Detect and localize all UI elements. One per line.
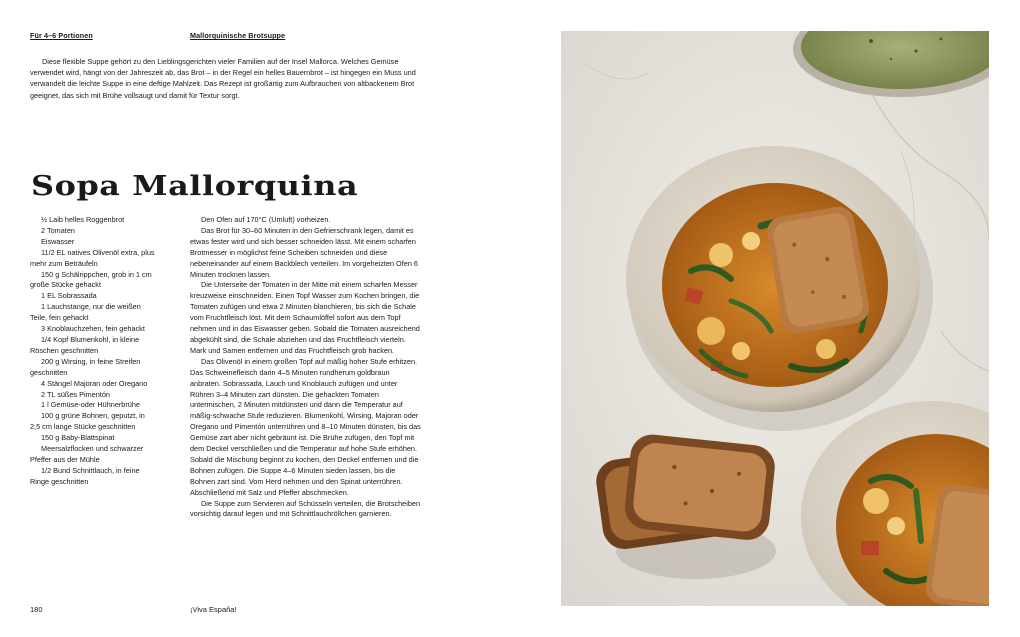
footer-book-title: ¡Viva España! bbox=[190, 605, 237, 614]
recipe-title: Sopa Mallorquina bbox=[31, 171, 359, 202]
ingredient-item: 150 g Baby-Blattspinat bbox=[41, 433, 115, 443]
ingredient-item: 1/2 Bund Schnittlauch, in feine Ringe geschnitten bbox=[30, 465, 140, 486]
ingredient-item: 1 EL Sobrassada bbox=[41, 291, 97, 301]
ingredient-item: 3 Knoblauchzehen, fein gehackt bbox=[41, 324, 145, 334]
ingredient-item: 2 TL süßes Pimentón bbox=[41, 389, 110, 399]
method-step: Die Suppe zum Servieren auf Schüsseln verteilen, die Brotscheiben vorsichtig darauf legen und mit Schnittlauchröllchen garnieren. bbox=[190, 498, 421, 519]
header-servings: Für 4–6 Portionen bbox=[30, 31, 93, 40]
page-number: 180 bbox=[30, 605, 43, 614]
ingredient-item: 2 Tomaten bbox=[41, 225, 75, 235]
method-step: Das Olivenöl in einem großen Topf auf mäßig hoher Stufe erhitzen. Das Schweinefleisch darin 4–5 Minuten rundherum goldbraun anbraten. Sobrassada, Lauch und Knoblauch zufügen und unter Rühren 3–4 Minuten zart dünsten. Die gehackten Tomaten untermischen, 2 Minuten mitdünsten und dann die Temperatur auf mäßig-schwache Stufe reduzieren. Blumenkohl, Wirsing, Majoran oder Oregano und Pimentón unterrühren und 8–10 Minuten dünsten, bis das Gemüse zart aber nicht gebräunt ist. Die Brühe zufügen, den Topf mit dem Deckel verschließen und die Temperatur auf hohe Stufe erhöhen. Sobald die Mischung beginnt zu kochen, den Deckel entfernen und die Bohnen zufügen. Die Suppe 4–6 Minuten sieden lassen, bis die Bohnen zart sind. Vom Herd nehmen und den Spinat unterrühren. Abschließend mit Salz und Pfeffer abschmecken. bbox=[190, 356, 421, 497]
method-steps bbox=[190, 215, 422, 520]
method-step: Das Brot für 30–60 Minuten in den Gefrierschrank legen, damit es etwas fester wird und sich besser schneiden lässt. Mit einem scharfen Brotmesser in möglichst feine Scheiben schneiden und diese nebeneinander auf einem Backblech verteilen. Im vorgeheizten Ofen 6 Minuten trocknen lassen. bbox=[190, 225, 418, 279]
ingredient-item: Eiswasser bbox=[41, 236, 75, 246]
main-soup-bowl bbox=[626, 146, 920, 412]
ingredient-item: 100 g grüne Bohnen, geputzt, in 2,5 cm lange Stücke geschnitten bbox=[30, 411, 145, 432]
ingredient-item: 1 Lauchstange, nur die weißen Teile, fein gehackt bbox=[30, 302, 141, 323]
ingredient-item: Meersalzflocken und schwarzer Pfeffer aus der Mühle bbox=[30, 444, 144, 464]
ingredient-item: 1 l Gemüse-oder Hühnerbrühe bbox=[41, 400, 140, 410]
intro-paragraph: Diese flexible Suppe gehört zu den Lieblingsgerichten vieler Familien auf der Insel Mallorca. Welches Gemüse verwendet wird, hängt von der Jahreszeit ab, das Brot – in der Regel ein helles Bauernbrot – ist hingegen ein Muss und verwandelt die leichte Suppe in eine deftige Mahlzeit. Das Rezept ist großartig zum Aufbrauchen von altbackenem Brot geeignet, das sich mit Brühe vollsaugt und damit für Textur sorgt. bbox=[30, 57, 416, 100]
ingredient-list bbox=[30, 215, 155, 488]
ingredient-item: 1/4 Kopf Blumenkohl, in kleine Röschen geschnitten bbox=[30, 334, 140, 355]
ingredient-item: 11/2 EL natives Olivenöl extra, plus mehr zum Beträufeln bbox=[30, 247, 155, 268]
header-recipe-name: Mallorquinische Brotsuppe bbox=[190, 31, 286, 40]
ingredient-item: 150 g Schälrippchen, grob in 1 cm große Stücke gehackt bbox=[30, 269, 152, 290]
method-step: Den Ofen auf 170°C (Umluft) vorheizen. bbox=[201, 215, 331, 224]
ingredient-item: 200 g Wirsing, in feine Streifen geschnitten bbox=[30, 356, 141, 377]
method-step: Die Unterseite der Tomaten in der Mitte mit einem scharfen Messer kreuzweise einschneiden. Einen Topf Wasser zum Kochen bringen, die Tomaten zufügen und etwa 2 Minuten blanchieren, bis sich die Schale vom Fruchtfleisch löst. Mit dem Schaumlöffel sofort aus dem Topf nehmen und in das Eiswasser geben. Sobald die Tomaten ausreichend abgekühlt sind, die Schale abziehen und das Fruchtfleisch vierteln. Mark und Samen entfernen und das Fruchtfleisch grob hacken. bbox=[190, 280, 420, 355]
soup-photo bbox=[561, 31, 989, 606]
ingredient-item: 4 Stängel Majoran oder Oregano bbox=[41, 378, 148, 388]
ingredient-item: ½ Laib helles Roggenbrot bbox=[41, 215, 125, 224]
